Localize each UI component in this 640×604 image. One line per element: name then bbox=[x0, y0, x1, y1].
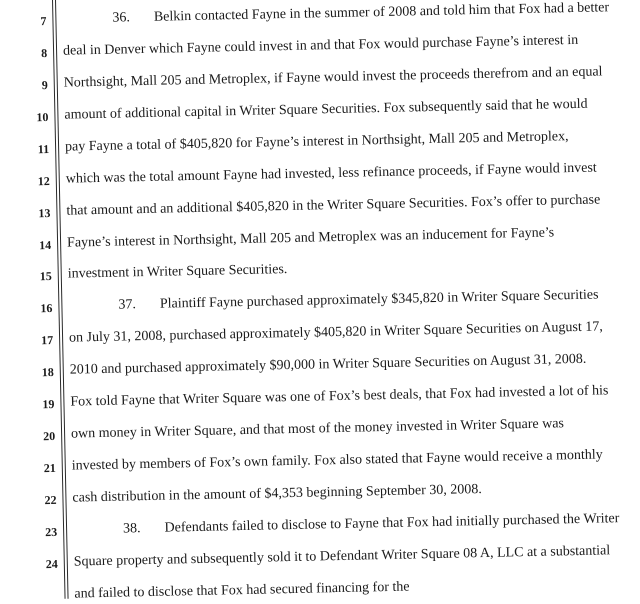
paragraph-37-line: cash distribution in the amount of $4,353 beginning September 30, 2008. bbox=[72, 482, 482, 506]
paragraph-38-line: Square property and subsequently sold it to Defendant Writer Square 08 A, LLC at a substantial bbox=[73, 543, 611, 570]
line-number: 7 bbox=[40, 14, 47, 29]
paragraph-36-line: amount of additional capital in Writer Square Securities. Fox subsequently said that he would bbox=[64, 96, 588, 123]
line-number: 17 bbox=[40, 332, 54, 348]
paragraph-38-line: and failed to disclose that Fox had secured financing for the bbox=[74, 579, 410, 602]
paragraph-37-line: 37. Plaintiff Fayne purchased approximately $345,820 in Writer Square Securities bbox=[118, 287, 599, 313]
paragraph-36-line: Northsight, Mall 205 and Metroplex, if Fayne would invest the proceeds therefrom and an equal bbox=[63, 64, 603, 91]
paragraph-37-line: 2010 and purchased approximately $90,000 in Writer Square Securities on August 31, 2008. bbox=[69, 351, 587, 378]
line-number: 11 bbox=[37, 142, 50, 157]
paragraph-number: 36. bbox=[112, 10, 131, 26]
line-number: 20 bbox=[42, 428, 56, 444]
paragraph-36-line: that amount and an additional $405,820 in the Writer Square Securities. Fox’s offer to purchase bbox=[66, 192, 601, 219]
line-number: 16 bbox=[40, 300, 53, 316]
paragraph-37-line: invested by members of Fox’s own family. Fox also stated that Fayne would receive a monthly bbox=[71, 447, 603, 474]
paragraph-37-line: Fox told Fayne that Writer Square was one of Fox’s best deals, that Fox had invested a lot of his bbox=[70, 383, 609, 410]
paragraph-number: 37. bbox=[118, 297, 137, 313]
paragraph-36-line: pay Fayne a total of $405,820 for Fayne’s interest in Northsight, Mall 205 and Metroplex, bbox=[64, 129, 569, 155]
paragraph-36-line: which was the total amount Fayne had invested, less refinance proceeds, if Fayne would invest bbox=[65, 160, 597, 187]
line-number: 15 bbox=[39, 268, 52, 284]
line-number: 19 bbox=[42, 396, 55, 412]
line-number: 14 bbox=[38, 237, 52, 253]
paragraph-36-line: investment in Writer Square Securities. bbox=[67, 262, 288, 282]
line-number: 8 bbox=[40, 46, 48, 61]
line-number: 22 bbox=[44, 492, 57, 508]
paragraph-number: 38. bbox=[122, 521, 141, 537]
line-number: 24 bbox=[45, 556, 58, 572]
paragraph-37-line: own money in Writer Square, and that most of the money invested in Writer Square was bbox=[70, 416, 565, 442]
line-number: 13 bbox=[38, 205, 51, 221]
paragraph-37-line: on July 31, 2008, purchased approximately $405,820 in Writer Square Securities on August 17, bbox=[68, 319, 603, 346]
paragraph-38-line: 38. Defendants failed to disclose to Fayne that Fox had initially purchased the Writer bbox=[122, 511, 620, 537]
line-number: 9 bbox=[41, 78, 48, 93]
line-number: 12 bbox=[37, 173, 50, 189]
line-number: 21 bbox=[43, 460, 56, 476]
paragraph-36-line: deal in Denver which Fayne could invest in and that Fox would purchase Fayne’s interest in bbox=[62, 32, 579, 59]
line-number: 18 bbox=[41, 364, 54, 380]
paragraph-36-line: 36. Belkin contacted Fayne in the summer of 2008 and told him that Fox had a better bbox=[112, 0, 610, 26]
paragraph-36-line: Fayne’s interest in Northsight, Mall 205 and Metroplex was an inducement for Fayne’s bbox=[66, 225, 555, 251]
line-number: 23 bbox=[45, 524, 58, 540]
line-number: 10 bbox=[36, 110, 49, 125]
